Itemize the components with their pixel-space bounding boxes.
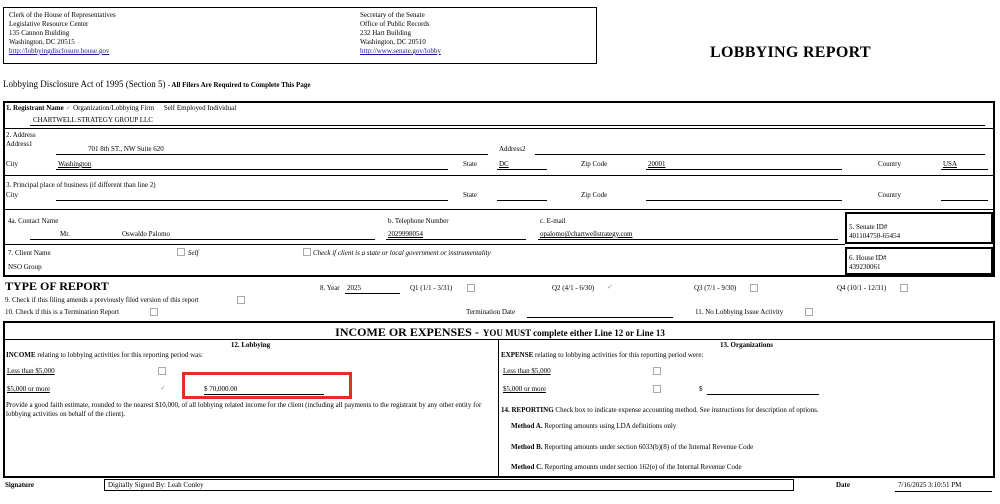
field-line — [646, 200, 842, 201]
city-label: City — [6, 191, 19, 199]
method-b[interactable] — [511, 443, 753, 452]
check-icon[interactable]: ✓ — [160, 384, 166, 392]
signature-value: Digitally Signed By: Leah Conley — [108, 481, 204, 489]
reporting-bold: 14. REPORTING — [501, 406, 554, 414]
method-a[interactable] — [511, 422, 676, 431]
income-intro-bold: INCOME — [6, 351, 36, 359]
organizations-heading: 13. Organizations — [720, 341, 773, 349]
field-line — [527, 317, 673, 318]
method-b-text: Reporting amounts under section 6033(b)(8) of the Internal Revenue Code — [542, 443, 754, 451]
senate-link[interactable]: http://www.senate.gov/lobby — [360, 47, 441, 55]
telephone-label: b. Telephone Number — [388, 217, 449, 225]
method-c-text: Reporting amounts under section 162(e) of the Internal Revenue Code — [542, 463, 742, 471]
income-intro — [6, 351, 203, 360]
self-label: Self — [188, 249, 199, 257]
q4-checkbox[interactable] — [900, 284, 908, 292]
q1-checkbox[interactable] — [467, 284, 475, 292]
state-label: State — [463, 160, 477, 168]
address1-label: Address1 — [6, 140, 33, 148]
govt-checkbox[interactable] — [303, 248, 311, 256]
field-line — [497, 169, 547, 170]
senate-line: Washington, DC 20510 — [360, 38, 426, 46]
senate-id-label: 5. Senate ID# — [849, 223, 888, 231]
house-address — [9, 11, 116, 56]
senate-id-value: 401104750-65454 — [849, 232, 901, 240]
address-label: 2. Address — [6, 131, 36, 139]
house-line: Legislative Resource Center — [9, 20, 89, 28]
expense-intro-bold: EXPENSE — [501, 351, 534, 359]
signature-field — [104, 479, 794, 491]
field-line — [30, 239, 375, 240]
termination-label: 10. Check if this is a Termination Report — [5, 308, 120, 316]
act-sub: - All Filers Are Required to Complete This Page — [167, 81, 311, 89]
field-line — [646, 169, 842, 170]
contact-prefix: Mr. — [60, 230, 70, 238]
year-value: 2025 — [347, 284, 361, 292]
zip-label: Zip Code — [581, 191, 608, 199]
city-label: City — [6, 160, 19, 168]
field-line — [56, 169, 448, 170]
field-line — [538, 239, 838, 240]
state-value: DC — [499, 160, 509, 168]
q3-label: Q3 (7/1 - 9/30) — [694, 284, 737, 292]
field-line — [386, 239, 526, 240]
income-amount: $ 70,000.00 — [204, 385, 238, 393]
q3-checkbox[interactable] — [750, 284, 758, 292]
self-checkbox[interactable] — [177, 248, 185, 256]
field-line — [941, 200, 988, 201]
field-line — [56, 200, 448, 201]
divider — [498, 339, 499, 477]
field-line — [497, 200, 547, 201]
field-line — [941, 169, 988, 170]
divider — [3, 175, 995, 176]
zip-label: Zip Code — [581, 160, 608, 168]
expense-dollar: $ — [699, 385, 703, 393]
state-label: State — [463, 191, 477, 199]
principal-place-label: 3. Principal place of business (if different than line 2) — [6, 181, 156, 189]
act-main: Lobbying Disclosure Act of 1995 (Section 5) — [3, 79, 166, 89]
registrant-label: 1. Registrant Name — [6, 104, 64, 112]
less-than-checkbox[interactable] — [653, 367, 661, 375]
method-a-text: Reporting amounts using LDA definitions only — [542, 422, 677, 430]
header-box — [3, 7, 597, 64]
senate-line: 232 Hart Building — [360, 29, 411, 37]
senate-line: Secretary of the Senate — [360, 11, 425, 19]
client-name-label: 7. Client Name — [8, 249, 51, 257]
estimate-text: Provide a good faith estimate, rounded to the nearest $10,000, of all lobbying related income for the client (including all payments to the registrant by any other entity for lobbying activities on behalf of the client). — [6, 401, 482, 418]
no-activity-checkbox[interactable] — [805, 308, 813, 316]
zip-value: 20001 — [648, 160, 666, 168]
q2-label: Q2 (4/1 - 6/30) — [552, 284, 595, 292]
field-line — [895, 491, 992, 492]
house-id-value: 439230061 — [849, 263, 881, 271]
year-label: 8. Year — [320, 284, 340, 292]
org-option[interactable]: Organization/Lobbying Firm — [73, 104, 155, 112]
less-than-label: Less than $5,000 — [7, 367, 55, 375]
field-line — [56, 154, 488, 155]
income-intro-text: relating to lobbying activities for this reporting period was: — [35, 351, 203, 359]
method-c-bold: Method C. — [511, 463, 543, 471]
contact-name: Oswaldo Palomo — [122, 230, 171, 238]
address1-value: 701 8th ST., NW Suite 620 — [88, 145, 164, 153]
no-activity-label: 11. No Lobbying Issue Activity — [695, 308, 784, 316]
method-c[interactable] — [511, 463, 742, 472]
email-value: opalomo@chartwellstrategy.com — [540, 230, 633, 238]
check-icon: ✓ — [65, 104, 72, 112]
highlight-box — [182, 372, 352, 399]
signature-label: Signature — [5, 481, 35, 489]
senate-address — [360, 11, 441, 56]
more-than-label: $5,000 or more — [7, 385, 50, 393]
divider — [3, 244, 845, 245]
house-line: Washington, DC 20515 — [9, 38, 75, 46]
method-a-bold: Method A. — [511, 422, 543, 430]
report-title: LOBBYING REPORT — [710, 44, 871, 61]
client-name-value: NSO Group — [8, 263, 42, 271]
field-line — [535, 154, 985, 155]
date-value: 7/16/2025 3:10:51 PM — [898, 481, 962, 489]
termination-date-label: Termination Date — [466, 308, 516, 316]
termination-checkbox[interactable] — [150, 308, 158, 316]
expense-intro-text: relating to lobbying activities for this reporting period were: — [533, 351, 704, 359]
country-value: USA — [943, 160, 958, 168]
less-than-checkbox[interactable] — [158, 367, 166, 375]
reporting-line — [501, 406, 819, 415]
field-line — [707, 394, 819, 395]
amend-checkbox[interactable] — [237, 296, 245, 304]
govt-label: Check if client is a state or local government or instrumentality — [313, 249, 491, 257]
reporting-text: Check box to indicate expense accounting method. See instructions for description of options. — [553, 406, 819, 414]
address2-label: Address2 — [499, 145, 526, 153]
house-line: 135 Cannon Building — [9, 29, 70, 37]
city-value: Washington — [58, 160, 92, 168]
less-than-label: Less than $5,000 — [503, 367, 551, 375]
income-title-main: INCOME OR EXPENSES - — [335, 325, 479, 339]
divider — [3, 209, 995, 210]
senate-line: Office of Public Records — [360, 20, 430, 28]
house-link[interactable]: http://lobbyingdisclosure.house.gov — [9, 47, 110, 55]
q1-label: Q1 (1/1 - 3/31) — [410, 284, 453, 292]
self-employed-option[interactable]: Self Employed Individual — [163, 104, 237, 112]
field-line — [30, 125, 985, 126]
country-label: Country — [878, 191, 901, 199]
more-than-label: $5,000 or more — [503, 385, 546, 393]
amend-label: 9. Check if this filing amends a previously filed version of this report — [5, 296, 199, 304]
type-of-report-title: TYPE OF REPORT — [5, 279, 109, 293]
field-line — [345, 293, 400, 294]
q4-label: Q4 (10/1 - 12/31) — [837, 284, 887, 292]
contact-label: 4a. Contact Name — [8, 217, 59, 225]
registrant-value: CHARTWELL STRATEGY GROUP LLC — [33, 116, 153, 124]
act-line — [3, 79, 310, 89]
check-icon[interactable]: ✓ — [607, 283, 613, 291]
house-id-box — [845, 247, 993, 275]
senate-id-box — [845, 212, 993, 244]
divider — [3, 128, 995, 129]
income-title-sub: YOU MUST complete either Line 12 or Line 13 — [482, 328, 665, 338]
house-id-label: 6. House ID# — [849, 254, 887, 262]
telephone-value: 2029998054 — [388, 230, 423, 238]
country-label: Country — [878, 160, 901, 168]
more-than-checkbox[interactable] — [653, 385, 661, 393]
divider — [3, 339, 995, 340]
email-label: c. E-mail — [540, 217, 566, 225]
house-line: Clerk of the House of Representatives — [9, 11, 116, 19]
date-label: Date — [836, 481, 850, 489]
lobbying-heading: 12. Lobbying — [230, 341, 271, 349]
expense-intro — [501, 351, 703, 360]
registrant-name-row — [6, 104, 236, 113]
method-b-bold: Method B. — [511, 443, 543, 451]
